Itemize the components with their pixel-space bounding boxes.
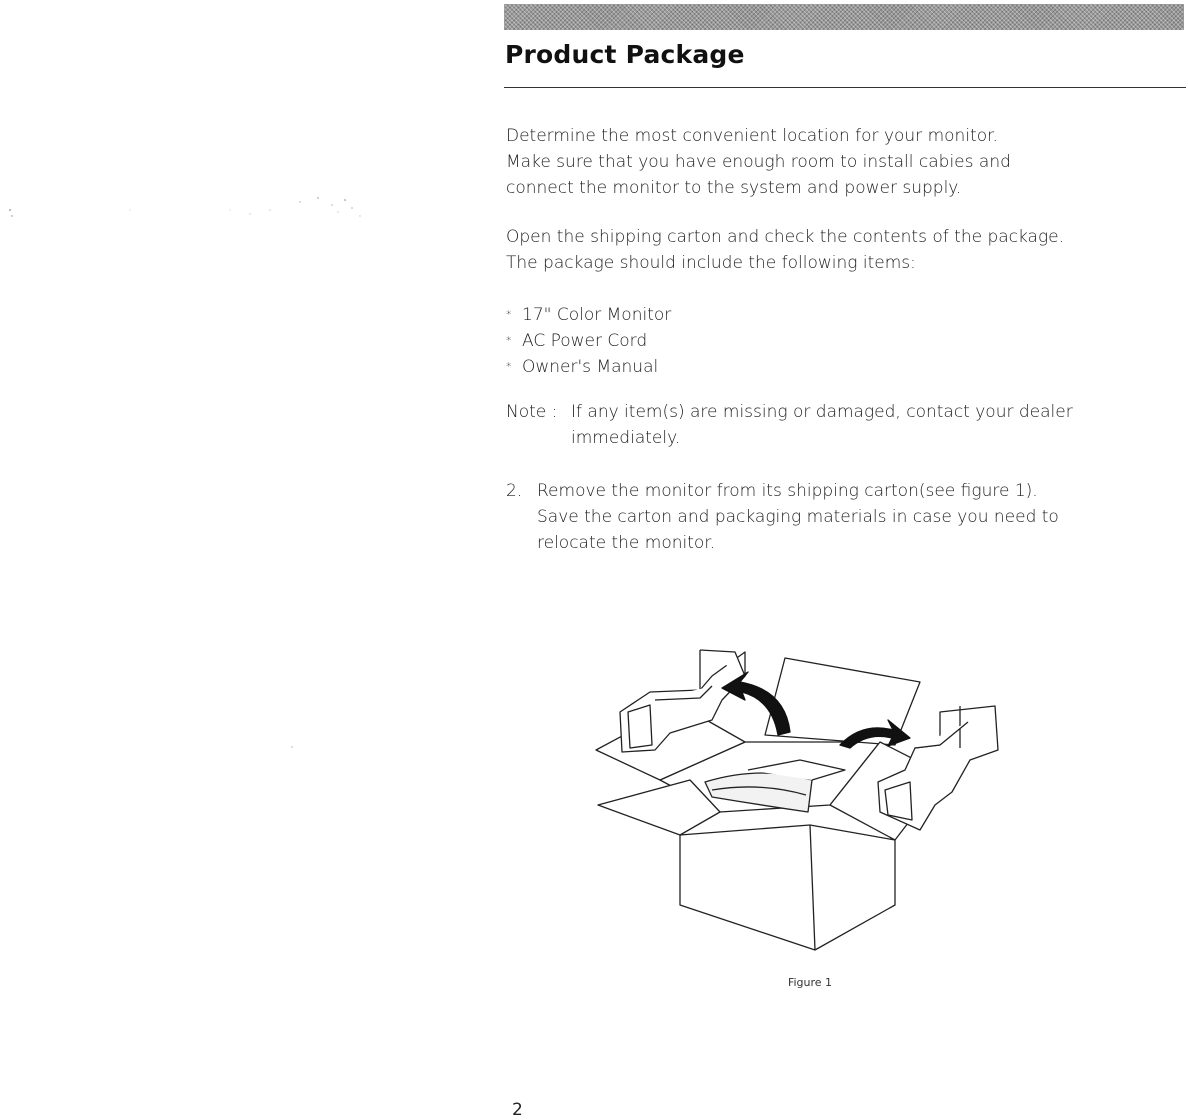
- bullet-mark: *: [506, 360, 512, 373]
- page-title: Product Package: [505, 40, 745, 69]
- contents-line: Open the shipping carton and check the contents of the package.: [506, 227, 1065, 247]
- intro-line: Determine the most convenient location for your monitor.: [506, 126, 998, 146]
- scan-specks: [0, 150, 400, 770]
- contents-paragraph: [506, 224, 1146, 276]
- note-label: Note :: [506, 402, 558, 422]
- item-list: [506, 302, 1146, 380]
- bullet-mark: *: [506, 334, 512, 347]
- intro-paragraph: [506, 123, 1146, 201]
- bullet-mark: *: [506, 308, 512, 321]
- note: [506, 399, 1146, 451]
- title-rule: [504, 87, 1186, 88]
- contents-line: The package should include the following items:: [506, 253, 916, 273]
- list-item: [506, 302, 1146, 328]
- carton-box: [680, 825, 895, 950]
- figure-caption: Figure 1: [787, 976, 833, 989]
- list-item: [506, 328, 1146, 354]
- note-text: If any item(s) are missing or damaged, contact your dealer: [571, 402, 1073, 422]
- page-number: 2: [512, 1100, 523, 1120]
- intro-line: connect the monitor to the system and power supply.: [506, 178, 962, 198]
- step-line: relocate the monitor.: [537, 533, 716, 553]
- item-label: AC Power Cord: [522, 331, 648, 351]
- item-label: 17" Color Monitor: [522, 305, 672, 325]
- note-text-continued: immediately.: [571, 428, 681, 448]
- step-number: 2.: [506, 481, 523, 501]
- carton-unpacking-illustration: [590, 640, 1010, 970]
- step-line: Remove the monitor from its shipping carton(see figure 1).: [537, 481, 1038, 501]
- item-label: Owner's Manual: [522, 357, 659, 377]
- list-item: [506, 354, 1146, 380]
- intro-line: Make sure that you have enough room to install cabies and: [506, 152, 1011, 172]
- header-bar: [504, 4, 1184, 30]
- step-2: [506, 478, 1146, 556]
- step-line: Save the carton and packaging materials in case you need to: [537, 507, 1059, 527]
